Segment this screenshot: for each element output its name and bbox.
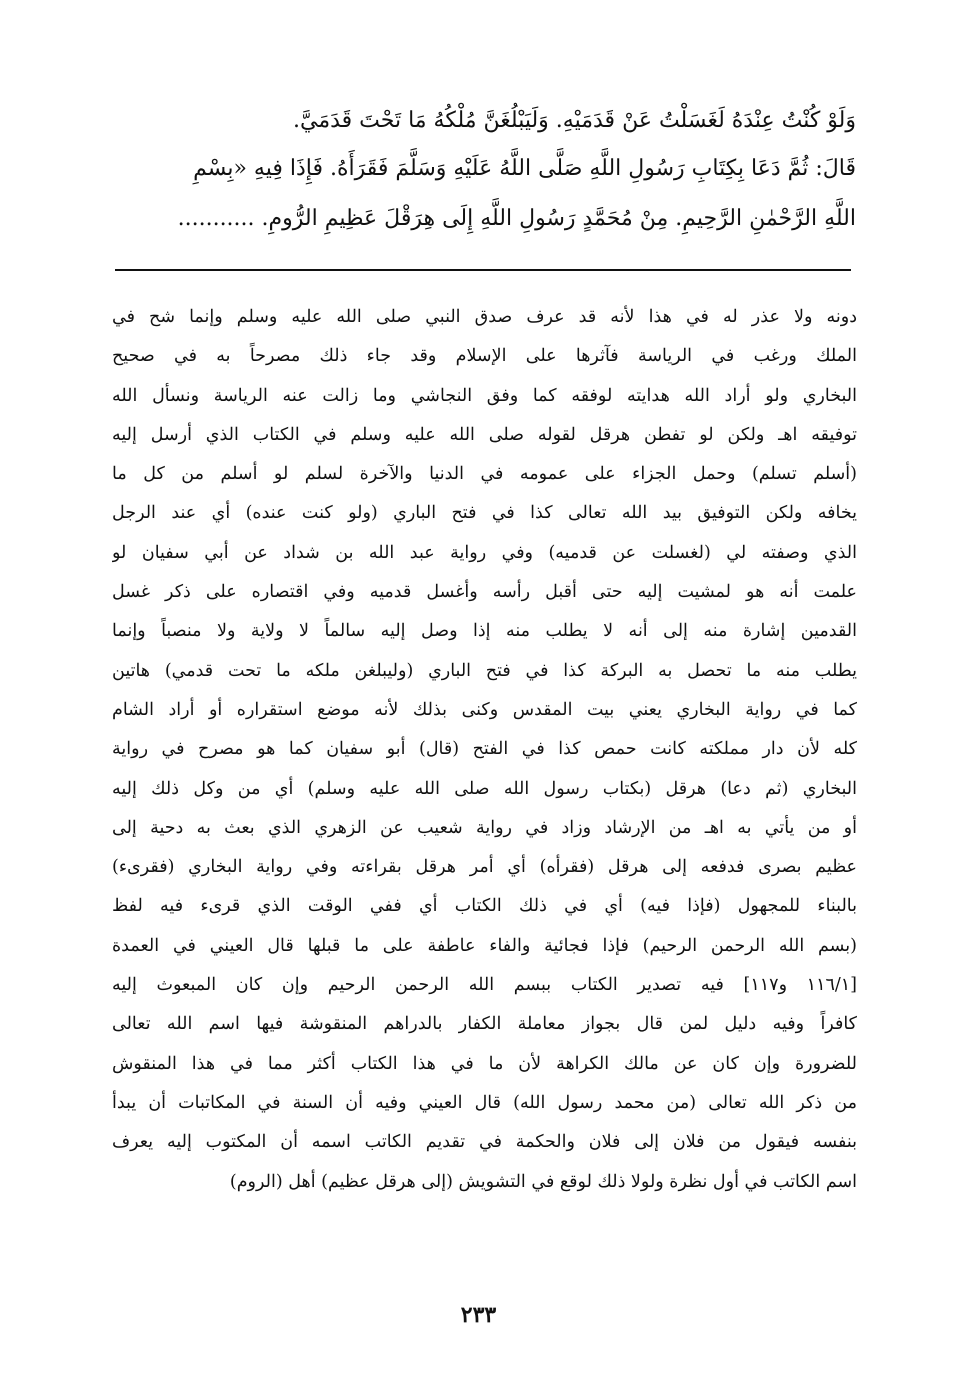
- commentary-line: [١١٦/١ و١١٧] فيه تصدير الكتاب ببسم الله الرحمن الرحيم وإن كان المبعوث إليه: [112, 975, 857, 996]
- commentary-line: البخاري ولو أراد الله هدايته لوفقه كما وفق النجاشي وما زالت عنه الرياسة ونسأل الله: [112, 385, 857, 406]
- commentary-line: توفيقه اهـ ولكن لو تفطن هرقل لقوله صلى الله عليه وسلم في الكتاب الذي أرسل إليه: [112, 424, 857, 445]
- commentary-line: الملك ورغب في الرياسة فآثرها على الإسلام وقد جاء ذلك مصرحاً به في صحيح: [112, 346, 857, 367]
- commentary-line: البخاري (ثم دعا) هرقل (بكتاب رسول الله صلى الله عليه وسلم) أي من وكل ذلك إليه: [112, 778, 857, 799]
- commentary-line: دونه ولا عذر له في هذا لأنه قد عرف صدق النبي صلى الله عليه وسلم وإنما شح في: [112, 307, 857, 327]
- commentary-line: الذي وصفته لي (لغسلت عن قدميه) وفي رواية عبد الله بن شداد عن أبي سفيان لو: [112, 542, 857, 563]
- footnote-divider: [115, 269, 851, 271]
- commentary-line: كما في رواية البخاري يعني بيت المقدس وكنى بذلك لأنه موضع استقراره أو أراد الشام: [112, 699, 857, 720]
- commentary-line: القدمين إشارة منه إلى أنه لا يطلب منه إذا وصل إليه سالماً لا ولاية ولا منصباً وإنما: [112, 621, 857, 642]
- commentary-line: علمت أنه هو لمشيت إليه حتى أقبل رأسه وأغسل قدميه وفي اقتصاره على ذكر غسل: [112, 582, 857, 603]
- hadith-text: [108, 98, 856, 244]
- commentary-line: كله لأن دار مملكته كانت حمص كذا في الفتح (قال) أبو سفيان كما هو مصرح في رواية: [112, 739, 857, 760]
- hadith-line-3: اللَّهِ الرَّحْمٰنِ الرَّحِيمِ. مِنْ مُحَمَّدٍ رَسُولِ اللَّهِ إِلَى هِرَقْلَ عَظِيمِ الرُّومِ. ...........: [177, 206, 856, 231]
- hadith-line-1: وَلَوْ كُنْتُ عِنْدَهُ لَغَسَلْتُ عَنْ قَدَمَيْهِ. وَلَيَبْلُغَنَّ مُلْكُهُ مَا تَحْتَ قَدَمَيَّ.: [292, 108, 856, 133]
- commentary-line: بالبناء للمجهول (فإذا فيه) أي في ذلك الكتاب أي ففي الوقت الذي قرىء فيه لفظ: [112, 896, 857, 917]
- commentary-line: بنفسه فيقول من فلان إلى فلان والحكمة في تقديم الكاتب اسمه أن المكتوب إليه يعرف: [112, 1132, 857, 1153]
- commentary-text: [112, 298, 857, 1202]
- commentary-line: يطلب منه ما تحصل به البركة كذا في فتح الباري (وليبلغن ملكه ما تحت قدمي) هاتين: [112, 660, 857, 681]
- page-number: ٢٣٣: [460, 1302, 497, 1328]
- commentary-line: يخافه ولكن التوفيق بيد الله تعالى كذا في فتح الباري (ولو كنت عنده) أي عند الرجل: [112, 503, 857, 524]
- commentary-line: اسم الكاتب في أول نظرة ولولا ذلك لوقع في التشويش (إلى هرقل عظيم) أهل (الروم): [229, 1171, 857, 1192]
- commentary-line: عظيم بصرى فدفعه إلى هرقل (فقرأه) أي أمر هرقل بقراءته وفي رواية البخاري (فقرىء): [112, 857, 857, 878]
- commentary-line: (أسلم تسلم) وحمل الجزاء على عمومه في الدنيا والآخرة لسلم لو أسلم من كل ما: [112, 464, 857, 485]
- commentary-line: من ذكر الله تعالى (من محمد رسول الله) قال العيني وفيه أن السنة في المكاتبات أن يبدأ: [112, 1092, 857, 1113]
- commentary-line: (بسم الله الرحمن الرحيم) فإذا فجائية والفاء عاطفة على ما قبلها قال العيني في العمدة: [112, 935, 857, 956]
- commentary-line: كافراً وفيه دليل لمن قال بجواز معاملة الكفار بالدراهم المنقوشة فيها اسم الله تعالى: [112, 1014, 857, 1035]
- commentary-line: أو من يأتي به اهـ من الإرشاد وزاد في رواية شعيب عن الزهري الذي بعث به دحية إلى: [112, 817, 857, 838]
- commentary-line: للضرورة وإن كان عن مالك الكراهة لأن ما في هذا الكتاب أكثر مما في هذا المنقوش: [112, 1053, 857, 1074]
- hadith-line-2: قَالَ: ثُمَّ دَعَا بِكِتَابِ رَسُولِ اللَّهِ صَلَّى اللَّهُ عَلَيْهِ وَسَلَّمَ فَقَرَأَهُ. فَإِذَا فِيهِ «بِسْمِ: [193, 156, 856, 181]
